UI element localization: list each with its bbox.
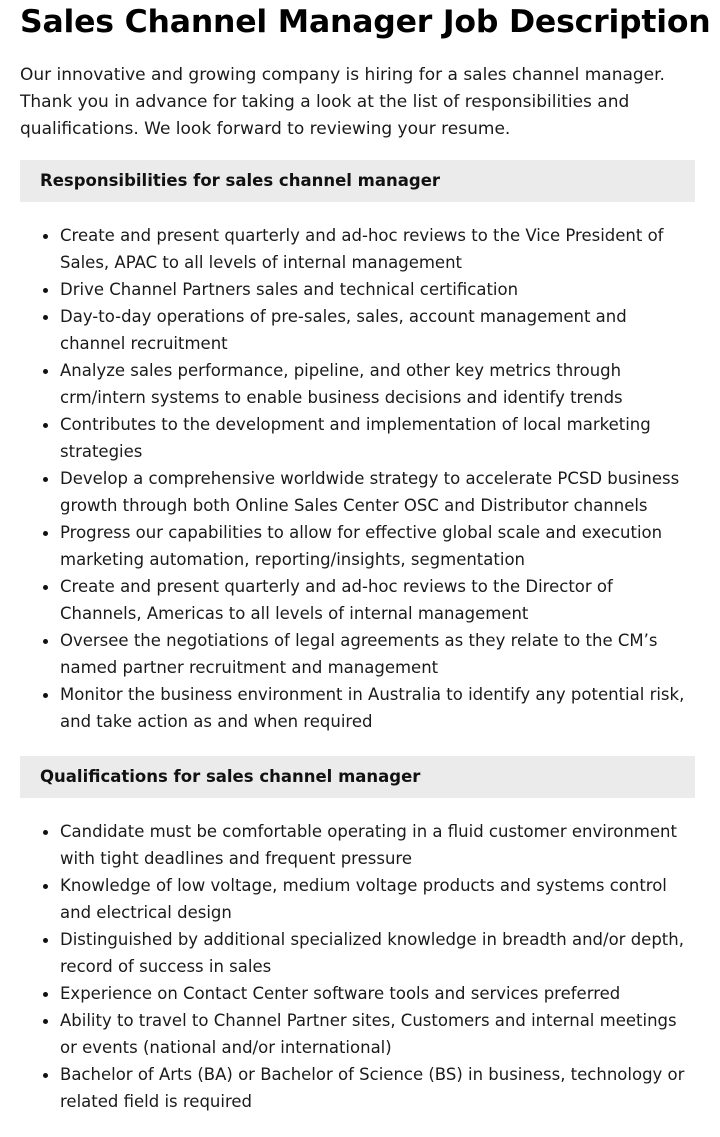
responsibilities-list [20,222,695,735]
qualifications-heading: Qualifications for sales channel manager [20,756,695,798]
list-item: Drive Channel Partners sales and technical certification [60,276,695,303]
list-item: Contributes to the development and implementation of local marketing strategies [60,411,695,465]
list-item: Oversee the negotiations of legal agreements as they relate to the CM’s named partner recruitment and management [60,627,695,681]
list-item: Day-to-day operations of pre-sales, sales, account management and channel recruitment [60,303,695,357]
list-item: Progress our capabilities to allow for effective global scale and execution marketing automation, reporting/insights, segmentation [60,519,695,573]
intro-paragraph: Our innovative and growing company is hiring for a sales channel manager. Thank you in advance for taking a look at the list of responsibilities and qualifications. We look forward to reviewing your resume. [20,65,665,139]
list-item: Analyze sales performance, pipeline, and other key metrics through crm/intern systems to enable business decisions and identify trends [60,357,695,411]
page-title: Sales Channel Manager Job Description [20,4,711,40]
list-item: Monitor the business environment in Australia to identify any potential risk, and take action as and when required [60,681,695,735]
responsibilities-heading: Responsibilities for sales channel manager [20,160,695,202]
list-item: Bachelor of Arts (BA) or Bachelor of Science (BS) in business, technology or related field is required [60,1061,695,1115]
list-item: Develop a comprehensive worldwide strategy to accelerate PCSD business growth through both Online Sales Center OSC and Distributor channels [60,465,695,519]
list-item: Knowledge of low voltage, medium voltage products and systems control and electrical design [60,872,695,926]
list-item: Distinguished by additional specialized knowledge in breadth and/or depth, record of success in sales [60,926,695,980]
qualifications-list [20,818,695,1115]
list-item: Experience on Contact Center software tools and services preferred [60,980,695,1007]
list-item: Candidate must be comfortable operating in a fluid customer environment with tight deadlines and frequent pressure [60,818,695,872]
list-item: Create and present quarterly and ad-hoc reviews to the Director of Channels, Americas to all levels of internal management [60,573,695,627]
list-item: Create and present quarterly and ad-hoc reviews to the Vice President of Sales, APAC to all levels of internal management [60,222,695,276]
list-item: Ability to travel to Channel Partner sites, Customers and internal meetings or events (national and/or international) [60,1007,695,1061]
